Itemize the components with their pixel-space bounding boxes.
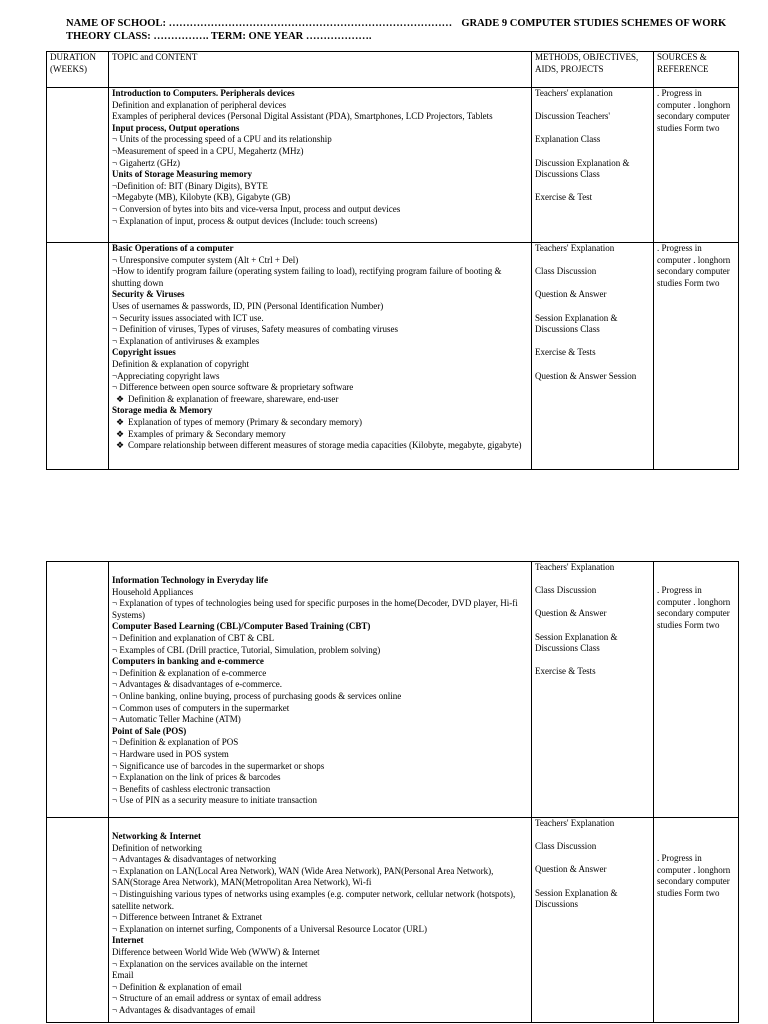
content-line: Difference between World Wide Web (WWW) & Internet [112, 946, 320, 957]
methods-cell [532, 88, 654, 243]
bullet-text: Examples of primary & Secondary memory [128, 428, 286, 439]
bullet-text: Compare relationship between different measures of storage media capacities (Kilobyte, megabyte, gigabyte) [128, 440, 522, 451]
content-line: ¬ Advantages & disadvantages of email [112, 1004, 256, 1015]
sources-cell [654, 562, 739, 818]
method-item: Session Explanation & Discussions Class [535, 631, 618, 654]
method-item: Teachers' Explanation [535, 818, 615, 828]
diamond-bullet-icon: ❖ [116, 428, 125, 439]
content-line: ¬ Units of the processing speed of a CPU and its relationship [112, 134, 332, 145]
content-line: ¬How to identify program failure (operating system failing to load), rectifying program failure of booting & shutting down [112, 266, 502, 288]
content-line: ¬ Examples of CBL (Drill practice, Tutorial, Simulation, problem solving) [112, 644, 381, 655]
scheme-table-1 [46, 51, 739, 470]
content-line: ¬ Difference between open source software & proprietary software [112, 382, 354, 393]
content-line: ¬ Gigahertz (GHz) [112, 157, 181, 168]
content-line: ¬ Security issues associated with ICT use. [112, 312, 264, 323]
methods-header: METHODS, OBJECTIVES, AIDS, PROJECTS [532, 52, 654, 88]
content-line: ¬ Definition & explanation of email [112, 981, 242, 992]
method-item: Exercise & Test [535, 192, 593, 203]
content-cell [109, 818, 532, 1023]
content-cell [109, 562, 532, 818]
diamond-bullet-icon: ❖ [116, 393, 125, 404]
method-item: Session Explanation & Discussions Class [535, 312, 618, 335]
method-item: Exercise & Tests [535, 347, 596, 358]
content-line: ¬ Common uses of computers in the supermarket [112, 702, 290, 713]
topic-heading: Introduction to Computers. Peripherals devices [112, 88, 295, 98]
diamond-bullet-icon: ❖ [116, 416, 125, 427]
content-line: ¬ Explanation of antiviruses & examples [112, 335, 260, 346]
method-item: Question & Answer Session [535, 370, 637, 381]
content-line: ¬ Conversion of bytes into bits and vice-versa Input, process and output devices [112, 203, 401, 214]
class-term-label: THEORY CLASS: ……………. TERM: ONE YEAR ………………. [66, 31, 372, 42]
header-line-2 [66, 31, 372, 42]
topic-heading: Input process, Output operations [112, 122, 240, 133]
content-line: ¬Definition of: BIT (Binary Digits), BYTE [112, 180, 268, 191]
content-line: ¬ Use of PIN as a security measure to initiate transaction [112, 795, 318, 806]
topic-heading: Information Technology in Everyday life [112, 575, 269, 585]
content-line: ¬ Structure of an email address or syntax of email address [112, 993, 322, 1004]
method-item: Class Discussion [535, 585, 597, 596]
topic-heading: Security & Viruses [112, 289, 185, 300]
content-line: ¬ Advantages & disadvantages of networking [112, 854, 277, 865]
bullet-item [112, 429, 528, 441]
topic-heading: Networking & Internet [112, 831, 201, 841]
method-item: Question & Answer [535, 289, 607, 300]
methods-cell [532, 818, 654, 1023]
method-item: Session Explanation & Discussions [535, 887, 618, 910]
diamond-bullet-icon: ❖ [116, 440, 125, 451]
topic-header: TOPIC and CONTENT [109, 52, 532, 88]
scheme-table-2 [46, 561, 739, 1023]
document-title: GRADE 9 COMPUTER STUDIES SCHEMES OF WORK [461, 18, 727, 29]
content-line: ¬ Definition and explanation of CBT & CBL [112, 632, 275, 643]
content-line: Examples of peripheral devices (Personal Digital Assistant (PDA), Smartphones, LCD Projectors, Tablets [112, 111, 493, 122]
method-item: Teachers' explanation [535, 88, 613, 98]
sources-header: SOURCES & REFERENCE [654, 52, 739, 88]
bullet-text: Definition & explanation of freeware, shareware, end-user [128, 393, 339, 404]
content-line: ¬Megabyte (MB), Kilobyte (KB), Gigabyte (GB) [112, 192, 291, 203]
content-line: Definition and explanation of peripheral devices [112, 99, 287, 110]
topic-heading: Copyright issues [112, 347, 176, 358]
method-item: Teachers' Explanation [535, 562, 615, 572]
methods-cell [532, 562, 654, 818]
content-line: ¬ Definition of viruses, Types of viruses, Safety measures of combating viruses [112, 324, 398, 335]
content-line: ¬ Definition & explanation of e-commerce [112, 667, 267, 678]
topic-heading: Storage media & Memory [112, 405, 213, 416]
content-line: ¬ Explanation on internet surfing, Components of a Universal Resource Locator (URL) [112, 923, 427, 934]
content-line: ¬ Unresponsive computer system (Alt + Ctrl + Del) [112, 254, 299, 265]
content-line: Definition of networking [112, 842, 202, 853]
table-row [47, 562, 739, 818]
method-item: Class Discussion [535, 266, 597, 277]
duration-cell [47, 88, 109, 243]
table-row [47, 88, 739, 243]
bullet-item [112, 394, 528, 406]
bullet-item [112, 440, 528, 452]
duration-cell [47, 818, 109, 1023]
method-item: Class Discussion [535, 841, 597, 852]
content-line: Household Appliances [112, 586, 194, 597]
content-line: ¬ Definition & explanation of POS [112, 737, 239, 748]
content-line: ¬ Significance use of barcodes in the supermarket or shops [112, 760, 325, 771]
method-item: Teachers' Explanation [535, 243, 615, 253]
content-line: ¬ Explanation on the services available on the internet [112, 958, 308, 969]
sources-cell: . Progress in computer . longhorn secondary computer studies Form two [654, 88, 739, 243]
content-line: ¬ Difference between Intranet & Extranet [112, 912, 263, 923]
sources-text: . Progress in computer . longhorn secondary computer studies Form two [657, 585, 731, 630]
content-line: ¬ Distinguishing various types of networks using examples (e.g. computer network, cellular network (hotspots), satellite network. [112, 888, 516, 911]
bullet-item [112, 417, 528, 429]
table-row [47, 818, 739, 1023]
method-item: Discussion Teachers' [535, 111, 611, 122]
content-line: Email [112, 970, 134, 981]
topic-heading: Computers in banking and e-commerce [112, 656, 264, 667]
content-line: ¬ Advantages & disadvantages of e-commerce. [112, 679, 283, 690]
method-item: Question & Answer [535, 608, 607, 619]
method-item: Exercise & Tests [535, 666, 596, 677]
content-line: ¬ Explanation of types of technologies being used for specific purposes in the home(Decoder, DVD player, Hi-fi Systems) [112, 598, 518, 620]
content-line: ¬ Benefits of cashless electronic transaction [112, 783, 271, 794]
method-item: Discussion Explanation & Discussions Class [535, 157, 630, 180]
header-line-1 [66, 18, 726, 29]
duration-cell [47, 562, 109, 818]
duration-header: DURATION (WEEKS) [47, 52, 109, 88]
content-cell [109, 88, 532, 243]
topic-heading: Basic Operations of a computer [112, 243, 234, 253]
content-line: Definition & explanation of copyright [112, 358, 249, 369]
table-header-row [47, 52, 739, 88]
content-line: ¬Measurement of speed in a CPU, Megahertz (MHz) [112, 145, 304, 156]
bullet-text: Explanation of types of memory (Primary & secondary memory) [128, 416, 362, 427]
table-row [47, 243, 739, 470]
topic-heading: Internet [112, 935, 144, 946]
content-line: Uses of usernames & passwords, ID, PIN (Personal Identification Number) [112, 300, 384, 311]
topic-heading: Computer Based Learning (CBL)/Computer Based Training (CBT) [112, 621, 371, 632]
method-item: Question & Answer [535, 864, 607, 875]
content-cell [109, 243, 532, 470]
topic-heading: Units of Storage Measuring memory [112, 169, 252, 180]
content-line: ¬ Explanation on LAN(Local Area Network), WAN (Wide Area Network), PAN(Personal Area Network), SAN(Storage Area Network), MAN(Metropolitan Area Network), Wi-fi [112, 865, 494, 888]
school-name-label: NAME OF SCHOOL: ……………………………………………………………………… [66, 18, 453, 29]
topic-heading: Point of Sale (POS) [112, 725, 187, 736]
duration-cell [47, 243, 109, 470]
content-line: ¬ Online banking, online buying, process of purchasing goods & services online [112, 690, 402, 701]
methods-cell [532, 243, 654, 470]
sources-text: . Progress in computer . longhorn secondary computer studies Form two [657, 853, 731, 898]
sources-cell: . Progress in computer . longhorn secondary computer studies Form two [654, 243, 739, 470]
method-item: Explanation Class [535, 134, 601, 145]
sources-cell [654, 818, 739, 1023]
content-line: ¬ Explanation of input, process & output devices (Include: touch screens) [112, 215, 378, 226]
content-line: ¬ Automatic Teller Machine (ATM) [112, 714, 241, 725]
content-line: ¬ Explanation on the link of prices & barcodes [112, 772, 281, 783]
content-line: ¬ Hardware used in POS system [112, 748, 229, 759]
content-line: ¬Appreciating copyright laws [112, 370, 220, 381]
